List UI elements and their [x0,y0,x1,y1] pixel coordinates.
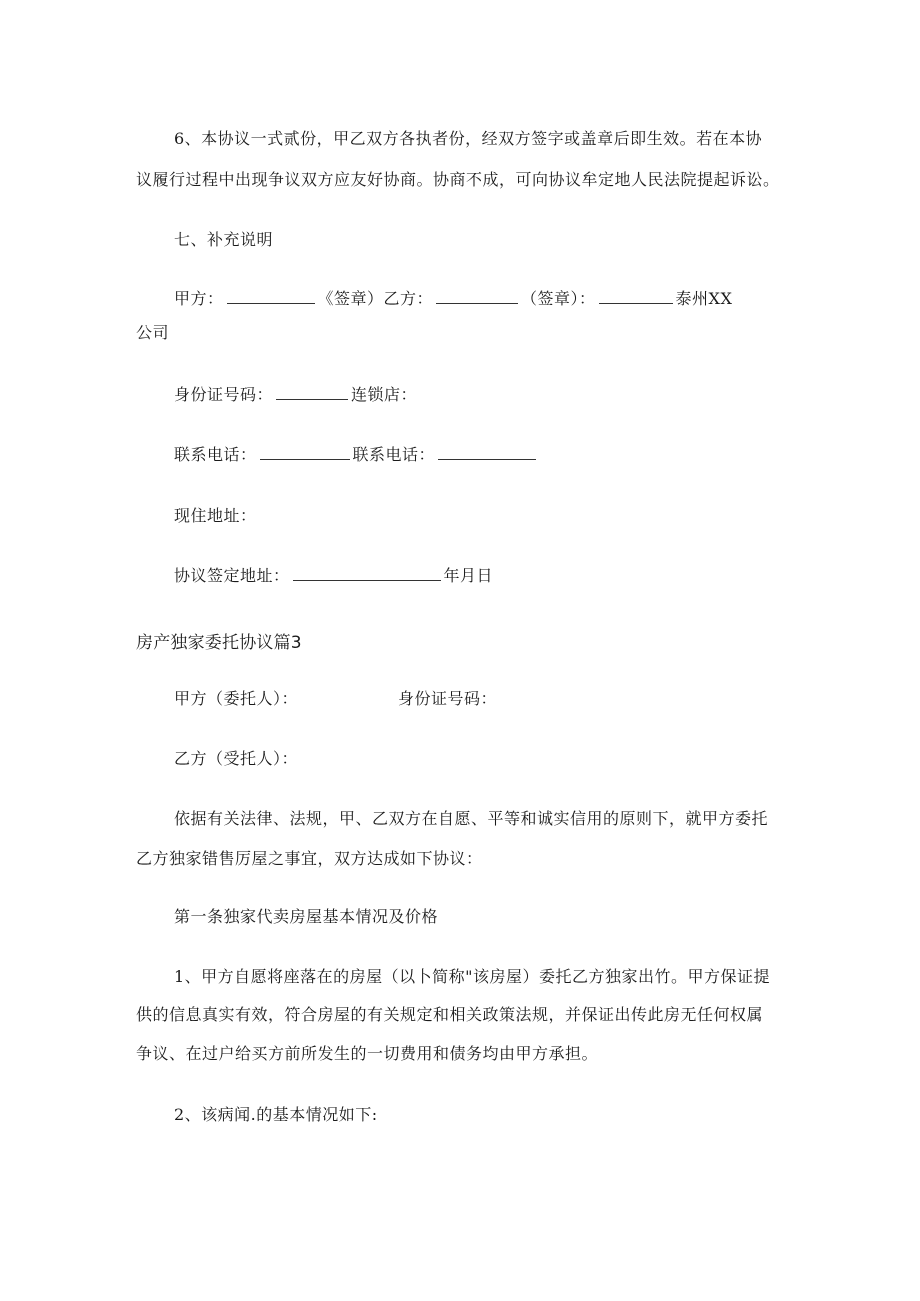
phone-blank-b [438,445,536,460]
party-b-signature-blank [436,289,518,304]
party-a-principal: 甲方（委托人）： [174,689,299,708]
phone-blank-a [260,445,350,460]
signature-line [174,288,732,310]
company-name-part1: 泰州XX [675,289,733,308]
date-label: 年月日 [443,566,494,585]
party-a-label: 甲方： [174,289,224,308]
sign-place-label: 协议签定地址： [174,566,290,585]
intro-line1: 依据有关法律、法规，甲、乙双方在自愿、平等和诚实信用的原则下，就甲方委托 [174,809,769,828]
article-heading: 房产独家委托协议篇3 [136,633,302,653]
address-line: 现住地址： [174,506,257,525]
sign-place-line [174,565,493,587]
id-line [174,384,417,406]
phone-label-a: 联系电话： [174,445,257,464]
company-name-continued: 公司 [136,323,170,342]
party-a-id: 身份证号码： [398,689,498,708]
chain-store-label: 连锁店： [351,385,418,404]
phone-label-b: 联系电话： [352,445,436,464]
seal-b-label: （签章）： [521,289,596,308]
id-label: 身份证号码： [174,385,274,404]
item1-line1: 1、甲方自愿将座落在的房屋（以卜简称"该房屋）委托乙方独家出竹。甲方保证提 [174,967,771,986]
item2: 2、该病闻.的基本情况如下: [174,1105,378,1124]
sign-place-blank [293,566,441,581]
intro-line2: 乙方独家错售厉屋之事宜，双方达成如下协议： [136,849,483,868]
id-blank [276,385,348,400]
party-b-line: 乙方（受托人）： [174,749,299,768]
section6-line2: 议履行过程中出现争议双方应友好协商。协商不成，可向协议牟定地人民法院提起诉讼。 [136,170,780,189]
company-blank [599,289,673,304]
section7-title: 七、补充说明 [174,230,274,249]
clause1-title: 第一条独家代卖房屋基本情况及价格 [174,907,439,926]
item1-line2: 供的信息真实有效，符合房屋的有关规定和相关政策法规，并保证出传此房无任何权属 [136,1005,764,1024]
section6-line1: 6、本协议一式贰份，甲乙双方各执者份，经双方签字或盖章后即生效。若在本协 [174,129,763,148]
seal-a-label: 《签章）乙方： [317,289,434,308]
phone-line [174,444,539,466]
party-a-signature-blank [227,289,315,304]
item1-line3: 争议、在过户给买方前所发生的一切费用和债务均由甲方承担。 [136,1044,599,1063]
party-a-line [174,688,298,710]
